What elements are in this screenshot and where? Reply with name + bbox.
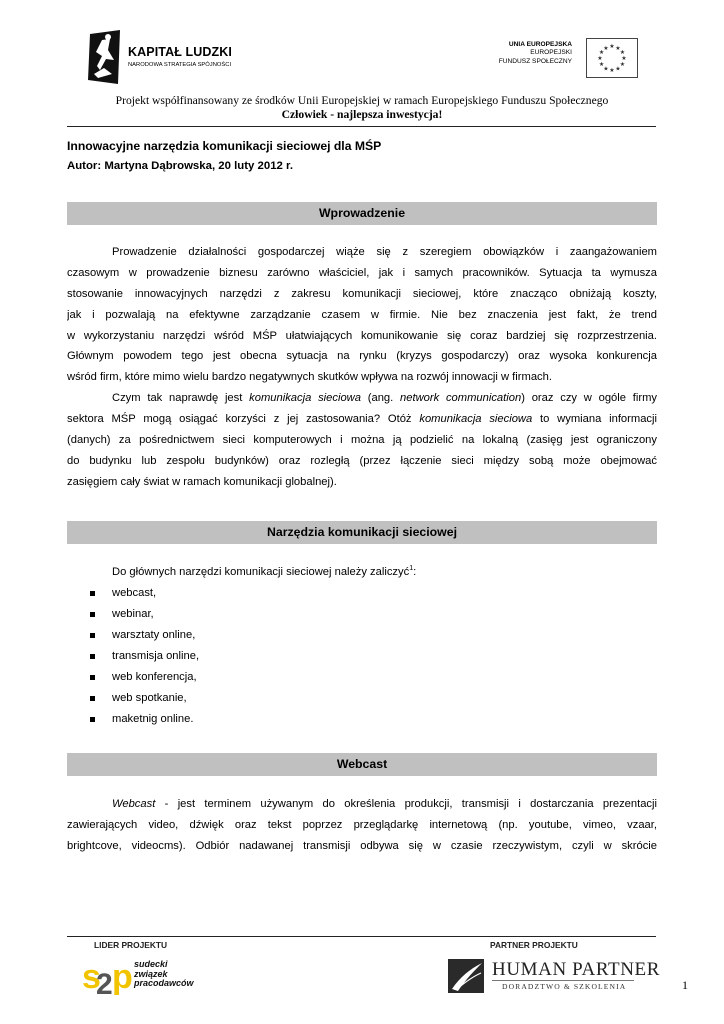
eu-star-icon: ★ — [621, 56, 627, 63]
footer-divider — [67, 936, 656, 937]
project-motto: Człowiek - najlepsza inwestycja! — [281, 108, 443, 121]
list-item: transmisja online, — [90, 646, 199, 667]
intro-line: wśród firm, które mimo wielu bardzo negatywnych skutków wpływa na rozwój innowacji w firmach. — [67, 371, 552, 384]
eu-star-icon: ★ — [619, 62, 626, 69]
intro-line: jak i pozwalają na efektywne zarządzanie czasem w firmie. Nie bez znaczenia jest fakt, że trend — [67, 308, 657, 321]
intro-p2-line: do budynku lub zespołu budynków) oraz rozległą (przez łączenie sieci między sobą może obejmować — [67, 454, 657, 467]
italic-term: komunikacja sieciowa — [419, 413, 533, 426]
text-run: : — [413, 566, 417, 578]
intro-p2-line — [67, 388, 657, 409]
svg-text:p: p — [112, 958, 133, 996]
document-author: Autor: Martyna Dąbrowska, 20 luty 2012 r. — [67, 160, 293, 172]
intro-line: stosowanie innowacyjnych narzędzi z zakresu komunikacji sieciowej, które znacząco obniżają koszty, — [67, 287, 657, 300]
eu-line-2: EUROPEJSKI — [530, 49, 572, 57]
text-run: sektora MŚP mogą osiągać korzyści z jej zastosowania? Otóż — [67, 413, 420, 426]
list-item: warsztaty online, — [90, 625, 199, 646]
section-heading-introduction: Wprowadzenie — [67, 202, 657, 225]
tools-list — [90, 583, 199, 730]
list-item: web konferencja, — [90, 667, 199, 688]
human-partner-name: HUMAN PARTNER — [492, 959, 661, 980]
list-item: webcast, — [90, 583, 199, 604]
section-heading-webcast: Webcast — [67, 753, 657, 776]
eu-star-icon: ★ — [603, 66, 609, 73]
intro-line: czasowym w prowadzenie biznesu zarówno właściciel, jak i samych pracowników. Sytuacja ta wymusza — [67, 266, 657, 279]
intro-line: Głównym powodem tego jest obecna sytuacja na rynku (kryzys gospodarczy) oraz wysoka konkurencja — [67, 350, 657, 363]
kapital-ludzki-emblem-icon — [88, 30, 128, 86]
intro-paragraph — [67, 242, 657, 493]
section-heading-tools: Narzędzia komunikacji sieciowej — [67, 521, 657, 544]
webcast-line — [67, 794, 657, 815]
ssz-monogram-icon — [82, 954, 134, 1000]
page-number: 1 — [682, 978, 688, 992]
intro-p2-line: zasięgiem cały świat w ramach komunikacji globalnej). — [67, 475, 337, 488]
text-run: to wymiana informacji — [532, 413, 657, 426]
leader-label: LIDER PROJEKTU — [94, 940, 168, 950]
eu-star-icon: ★ — [609, 68, 615, 75]
sudecki-zwiazek-logo — [82, 954, 222, 1000]
header-divider — [67, 126, 656, 127]
eu-star-icon: ★ — [609, 44, 615, 51]
tools-intro — [112, 565, 416, 578]
text-run: (ang. — [360, 392, 401, 405]
eu-line-3: FUNDUSZ SPOŁECZNY — [498, 57, 572, 65]
ssz-text — [134, 960, 194, 989]
intro-line: Prowadzenie działalności gospodarczej wiąże się z szeregiem obowiązków i zaangażowaniem — [112, 246, 657, 258]
list-item: web spotkanie, — [90, 688, 199, 709]
list-item: maketnig online. — [90, 709, 199, 730]
eu-logo — [488, 38, 638, 78]
intro-p2-line — [67, 409, 657, 430]
eu-star-icon: ★ — [598, 62, 605, 69]
italic-term: komunikacja sieciowa — [249, 392, 361, 405]
kapital-ludzki-logo — [88, 30, 258, 86]
ssz-line: pracodawców — [134, 978, 194, 989]
text-run: Czym tak naprawdę jest — [112, 392, 250, 405]
ssz-line: związek — [134, 968, 168, 979]
webcast-paragraph — [67, 794, 657, 857]
kapital-ludzki-subtitle: NARODOWA STRATEGIA SPÓJNOŚCI — [128, 62, 232, 68]
eu-line-1: UNIA EUROPEJSKA — [508, 41, 572, 48]
webcast-line: zawierających video, dźwięk oraz tekst poprzez przeglądarkę internetową (np. youtube, vimeo, vzaar, — [67, 818, 657, 831]
intro-p2-line: (danych) za pośrednictwem sieci komputerowych i można ją podzielić na lokalną (zasięg jest ograniczony — [67, 434, 657, 447]
ssz-line: sudecki — [134, 959, 168, 969]
eu-star-icon: ★ — [619, 50, 626, 57]
text-run: - jest terminem używanym do określenia produkcji, transmisji i dostarczania prezentacji — [155, 798, 657, 810]
project-cofinancing-line: Projekt współfinansowany ze środków Unii Europejskiej w ramach Europejskiego Funduszu Społecznego — [115, 94, 609, 107]
human-partner-logo — [448, 957, 661, 999]
partner-label: PARTNER PROJEKTU — [490, 940, 578, 950]
footnote-ref: 1 — [409, 565, 414, 572]
text-run: ) oraz czy w ogóle firmy — [521, 392, 657, 405]
eu-star-icon: ★ — [603, 45, 609, 52]
italic-term: Webcast — [112, 798, 156, 810]
intro-line: w wykorzystaniu narzędzi wśród MŚP ułatwiających komunikowanie się coraz bardziej się rozprzestrzenia. — [67, 329, 657, 342]
eu-flag-icon — [586, 38, 638, 78]
list-item: webinar, — [90, 604, 199, 625]
italic-term: network communication — [400, 392, 522, 405]
eu-star-icon: ★ — [615, 45, 621, 52]
eu-star-icon: ★ — [597, 56, 603, 63]
text-run: Do głównych narzędzi komunikacji sieciowej należy zaliczyć — [112, 566, 410, 578]
document-title: Innowacyjne narzędzia komunikacji sieciowej dla MŚP — [67, 139, 382, 153]
human-partner-rule — [492, 980, 634, 981]
eu-text — [499, 41, 572, 66]
eu-star-icon: ★ — [615, 66, 621, 73]
webcast-line: brightcove, videocms). Odbiór nadawanej transmisji odbywa się w czasie rzeczywistym, czyli w skrócie — [67, 839, 657, 852]
svg-text:s: s — [82, 958, 101, 996]
human-partner-emblem-icon — [448, 957, 488, 997]
eu-star-icon: ★ — [598, 50, 605, 57]
svg-text:2: 2 — [96, 968, 113, 1000]
human-partner-tagline: DORADZTWO & SZKOLENIA — [502, 982, 627, 991]
kapital-ludzki-title: KAPITAŁ LUDZKI — [128, 45, 232, 59]
